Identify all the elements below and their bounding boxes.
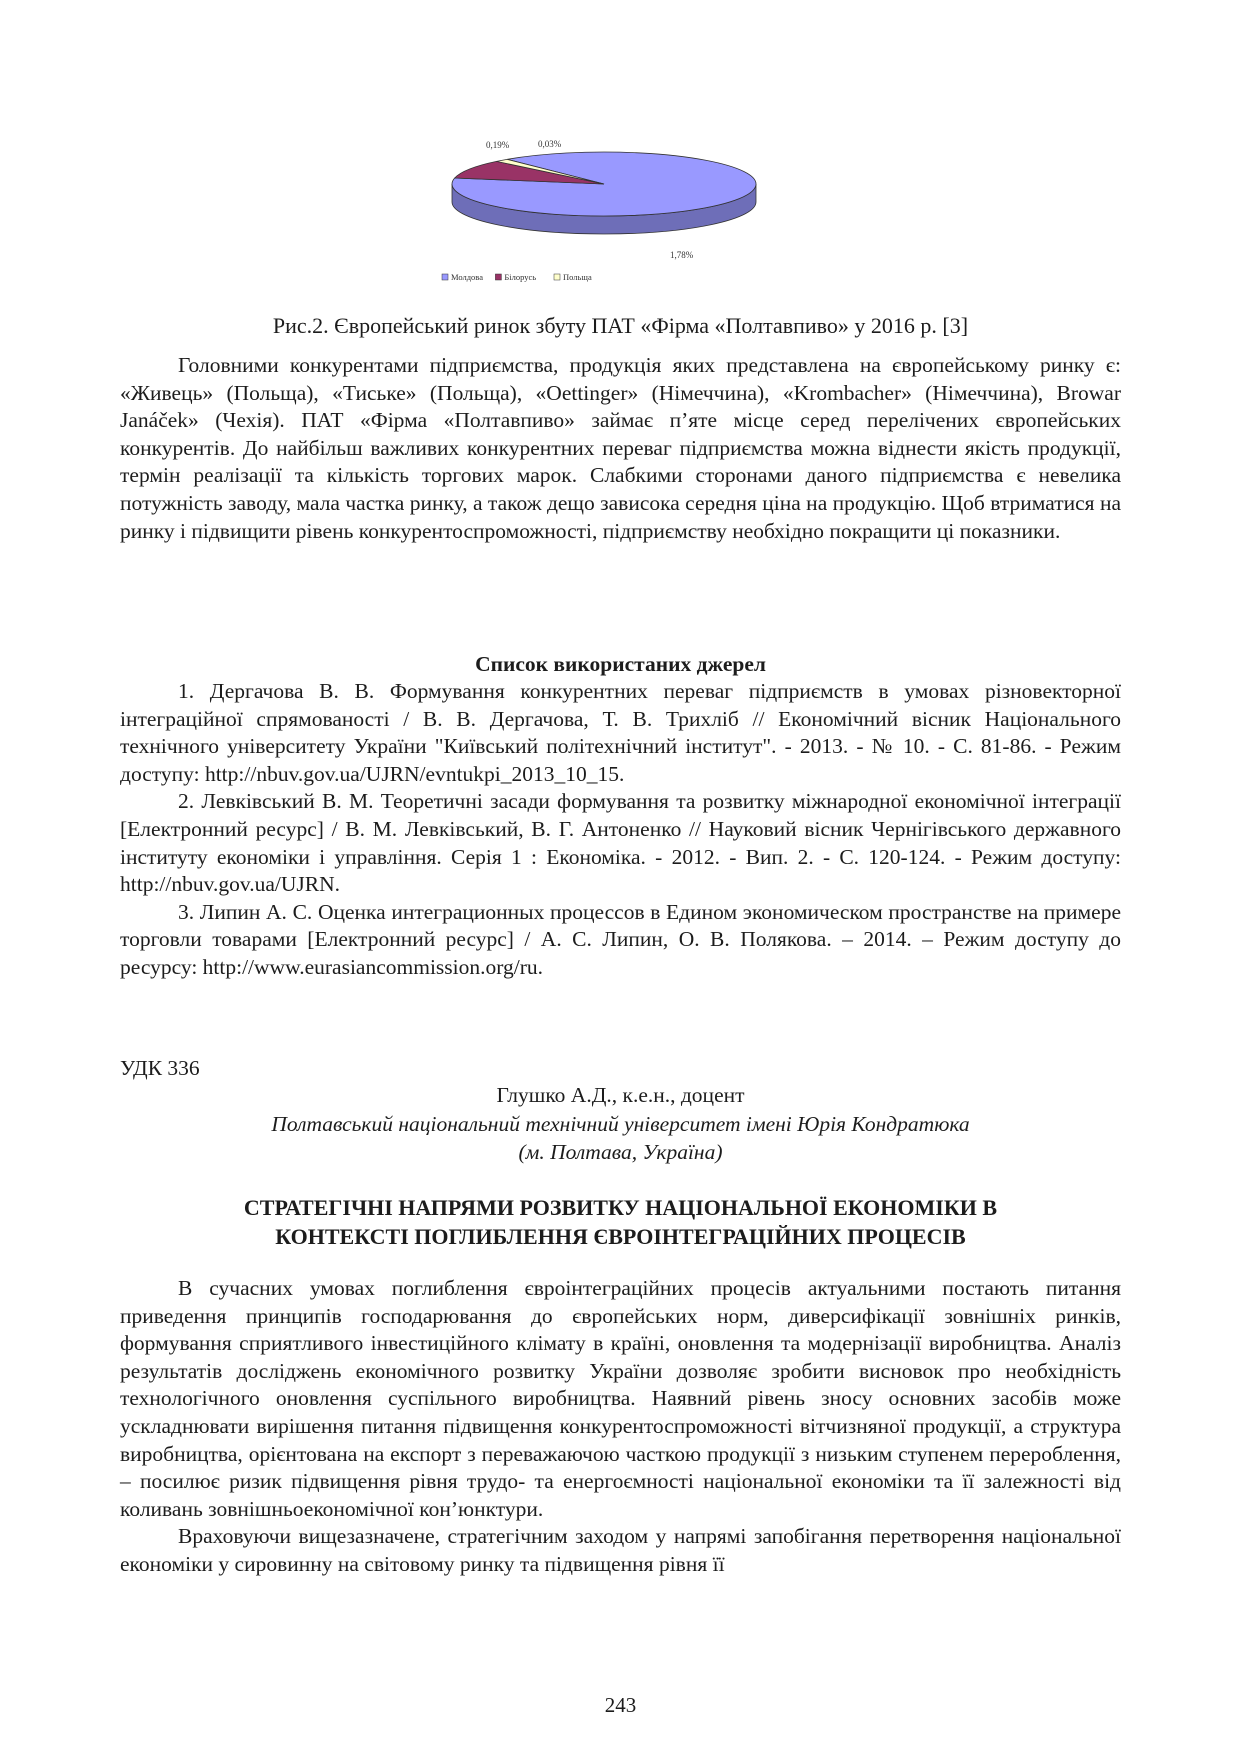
affiliation <box>120 1110 1121 1166</box>
udc-code: УДК 336 <box>120 1056 200 1080</box>
data-label: 0,19% <box>486 140 510 150</box>
legend-swatch <box>442 274 448 280</box>
article-title <box>120 1193 1121 1251</box>
page-number: 243 <box>604 1693 637 1717</box>
article-body <box>120 1275 1121 1579</box>
affiliation-name: Полтавський національний технічний університет імені Юрія Кондратюка <box>271 1112 970 1136</box>
data-label: 0,03% <box>538 139 562 149</box>
article-title-line: СТРАТЕГІЧНІ НАПРЯМИ РОЗВИТКУ НАЦІОНАЛЬНОЇ ЕКОНОМІКИ В <box>243 1195 998 1220</box>
reference-item: 2. Левківський В. М. Теоретичні засади формування та розвитку міжнародної економічної інтеграції [Електронний ресурс] / В. М. Левківський, В. Г. Антоненко // Науковий вісник Чернігівського державного інституту економіки і управління. Серія 1 : Економіка. - 2012. - Вип. 2. - С. 120-124. - Режим доступу: http://nbuv.gov.ua/UJRN. <box>120 789 1121 897</box>
legend-label: Білорусь <box>504 272 537 282</box>
paragraph-text: Головними конкурентами підприємства, продукція яких представлена на європейському ринку є: «Живець» (Польща), «Тиське» (Польща), «Oettinger» (Німеччина), «Krombacher» (Німеччина), Browar Janáček» (Чехія). ПАТ «Фірма «Полтавпиво» займає п’яте місце серед перелічених європейських конкурентів. До найбільш важливих конкурентних переваг підприємства можна віднести якість продукції, термін реалізації та кількість торгових марок. Слабкими сторонами даного підприємства є невелика потужність заводу, мала частка ринку, а також дещо зависока середня ціна на продукцію. Щоб втриматися на ринку і підвищити рівень конкурентоспроможності, підприємству необхідно покращити ці показники. <box>120 353 1121 543</box>
reference-item: 3. Липин А. С. Оценка интеграционных процессов в Едином экономическом пространстве на примере торговли товарами [Електронний ресурс] / А. С. Липин, О. В. Полякова. – 2014. – Режим доступу до ресурсу: http://www.eurasiancommission.org/ru. <box>120 899 1121 979</box>
pie-chart <box>430 136 780 306</box>
legend-label: Молдова <box>451 272 483 282</box>
references-list <box>120 678 1121 982</box>
article-title-line: КОНТЕКСТІ ПОГЛИБЛЕННЯ ЄВРОІНТЕГРАЦІЙНИХ ПРОЦЕСІВ <box>275 1224 966 1249</box>
author-line: Глушко А.Д., к.е.н., доцент <box>496 1083 745 1107</box>
legend-label: Польща <box>563 272 592 282</box>
reference-item: 1. Дергачова В. В. Формування конкурентних переваг підприємств в умовах різновекторної інтеграційної спрямованості / В. В. Дергачова, Т. В. Трихліб // Економічний вісник Національного технічного університету України "Київський політехнічний інститут". - 2013. - № 10. - С. 81-86. - Режим доступу: http://nbuv.gov.ua/UJRN/evntukpi_2013_10_15. <box>120 679 1121 786</box>
affiliation-location: (м. Полтава, Україна) <box>518 1140 723 1164</box>
paragraph-text: Враховуючи вищезазначене, стратегічним заходом у напрямі запобігання перетворення національної економіки у сировинну на світовому ринку та підвищення рівня її <box>120 1524 1121 1576</box>
paragraph-competitors <box>120 352 1121 545</box>
references-title: Список використаних джерел <box>475 652 766 676</box>
legend-swatch <box>554 274 560 280</box>
data-label: 1,78% <box>670 250 694 260</box>
figure-caption: Рис.2. Європейський ринок збуту ПАТ «Фірма «Полтавпиво» у 2016 р. [3] <box>272 313 969 338</box>
pie-chart-svg <box>430 136 780 306</box>
legend-swatch <box>495 274 501 280</box>
paragraph-text: В сучасних умовах поглиблення євроінтеграційних процесів актуальними постають питання приведення принципів господарювання до європейських норм, диверсифікації зовнішніх ринків, формування сприятливого інвестиційного клімату в країні, оновлення та модернізації виробництва. Аналіз результатів досліджень економічного розвитку України дозволяє зробити висновок про необхідність технологічного оновлення суспільного виробництва. Наявний рівень зносу основних засобів може ускладнювати вирішення питання підвищення конкурентоспроможності вітчизняної продукції, а структура виробництва, орієнтована на експорт з переважаючою часткою продукції з низьким ступенем перероблення, – посилює ризик підвищення рівня трудо- та енергоємності національної економіки та її залежності від коливань зовнішньоекономічної кон’юнктури. <box>120 1276 1121 1521</box>
